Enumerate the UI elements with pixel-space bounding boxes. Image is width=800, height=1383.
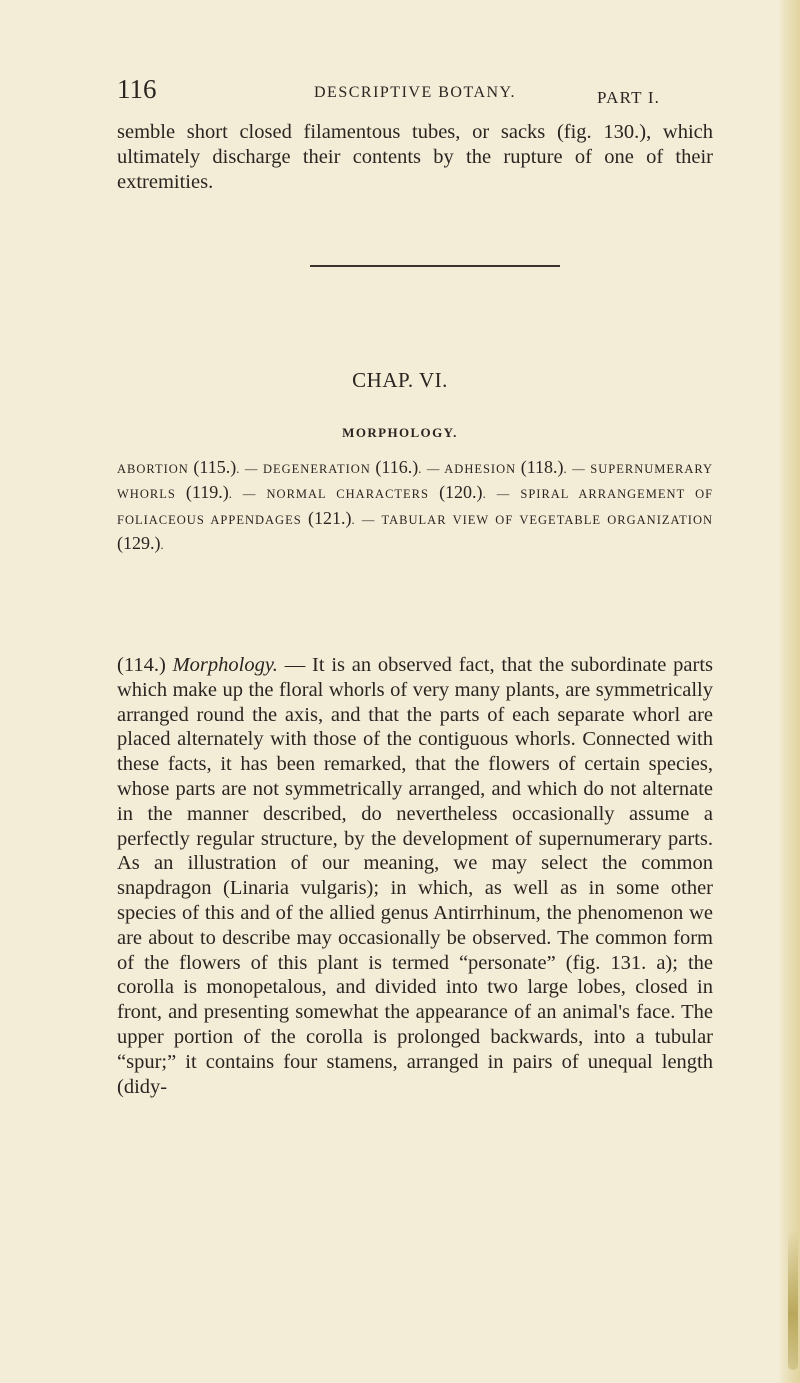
paper-stain (788, 1230, 798, 1370)
summary-ref: (119.) (185, 482, 229, 503)
summary-ref: (115.) (193, 457, 237, 477)
paragraph-body: It is an observed fact, that the subordinate parts which make up the floral whorls of very many plants, are symmetrically arranged round the axis, and that the parts of each separate whorl are placed alternately with those of the contiguous whorls. Connected with these facts, it has been remarked, that the flowers of certain species, whose parts are not symmetrically arranged, and which do not alternate in the manner described, do nevertheless occasionally assume a perfectly regular structure, by the development of supernumerary parts. As an illustration of our meaning, we may select the common snapdragon (Linaria vulgaris); in which, as well as in some other species of this and of the allied genus Antirrhinum, the phenomenon we are about to describe may occasionally be observed. The common form of the flowers of this plant is termed “personate” (fig. 131. a); the corolla is monopetalous, and divided into two large lobes, closed in front, and presenting somewhat the appearance of an animal's face. The upper portion of the corolla is prolonged backwards, into a tubular “spur;” it contains four stamens, arranged in pairs of unequal length (didy- (117, 654, 714, 1098)
paragraph-number: (114.) (117, 654, 166, 676)
paragraph-dash: — (277, 654, 313, 676)
summary-topic: SUPERNUMERARY WHORLS (117, 462, 714, 502)
summary-topic: NORMAL CHARACTERS (266, 487, 429, 502)
page-number: 116 (117, 74, 157, 104)
summary-ref: (116.) (375, 457, 419, 477)
part-label: PART I. (597, 88, 661, 107)
chapter-summary: ABORTION (115.). — DEGENERATION (116.). — ADHESION (118.). — SUPERNUMERARY WHORLS (119.). — NORMAL CHARACTERS (120.). — SPIRAL ARRANGEMENT OF FOLIACEOUS APPENDAGES (121.). — TABULAR VIEW OF VEGETABLE ORGANIZATION (129.). (117, 457, 714, 553)
summary-ref: (120.) (439, 482, 483, 503)
paragraph-heading: Morphology. (172, 654, 278, 676)
summary-topic: DEGENERATION (262, 462, 371, 476)
summary-topic: ADHESION (444, 462, 517, 476)
summary-topic: TABULAR VIEW OF VEGETABLE ORGANIZATION (381, 512, 714, 527)
summary-ref: (129.) (117, 532, 161, 553)
summary-ref: (121.) (307, 507, 352, 528)
summary-ref: (118.) (520, 457, 564, 477)
book-title: DESCRIPTIVE BOTANY. (314, 84, 517, 101)
main-paragraph (117, 653, 713, 1099)
intro-paragraph: semble short closed filamentous tubes, or sacks (fig. 130.), which ultimately discharge their contents by the rupture of one of their extremities. (117, 121, 713, 193)
summary-topic: SPIRAL ARRANGEMENT OF FOLIACEOUS APPENDAGES (117, 487, 714, 527)
page-edge-shadow (778, 0, 800, 1383)
summary-topic: ABORTION (117, 462, 189, 476)
section-title: MORPHOLOGY. (342, 425, 458, 440)
running-head (117, 74, 713, 114)
chapter-title: CHAP. VI. (352, 368, 448, 392)
section-divider (310, 265, 560, 267)
